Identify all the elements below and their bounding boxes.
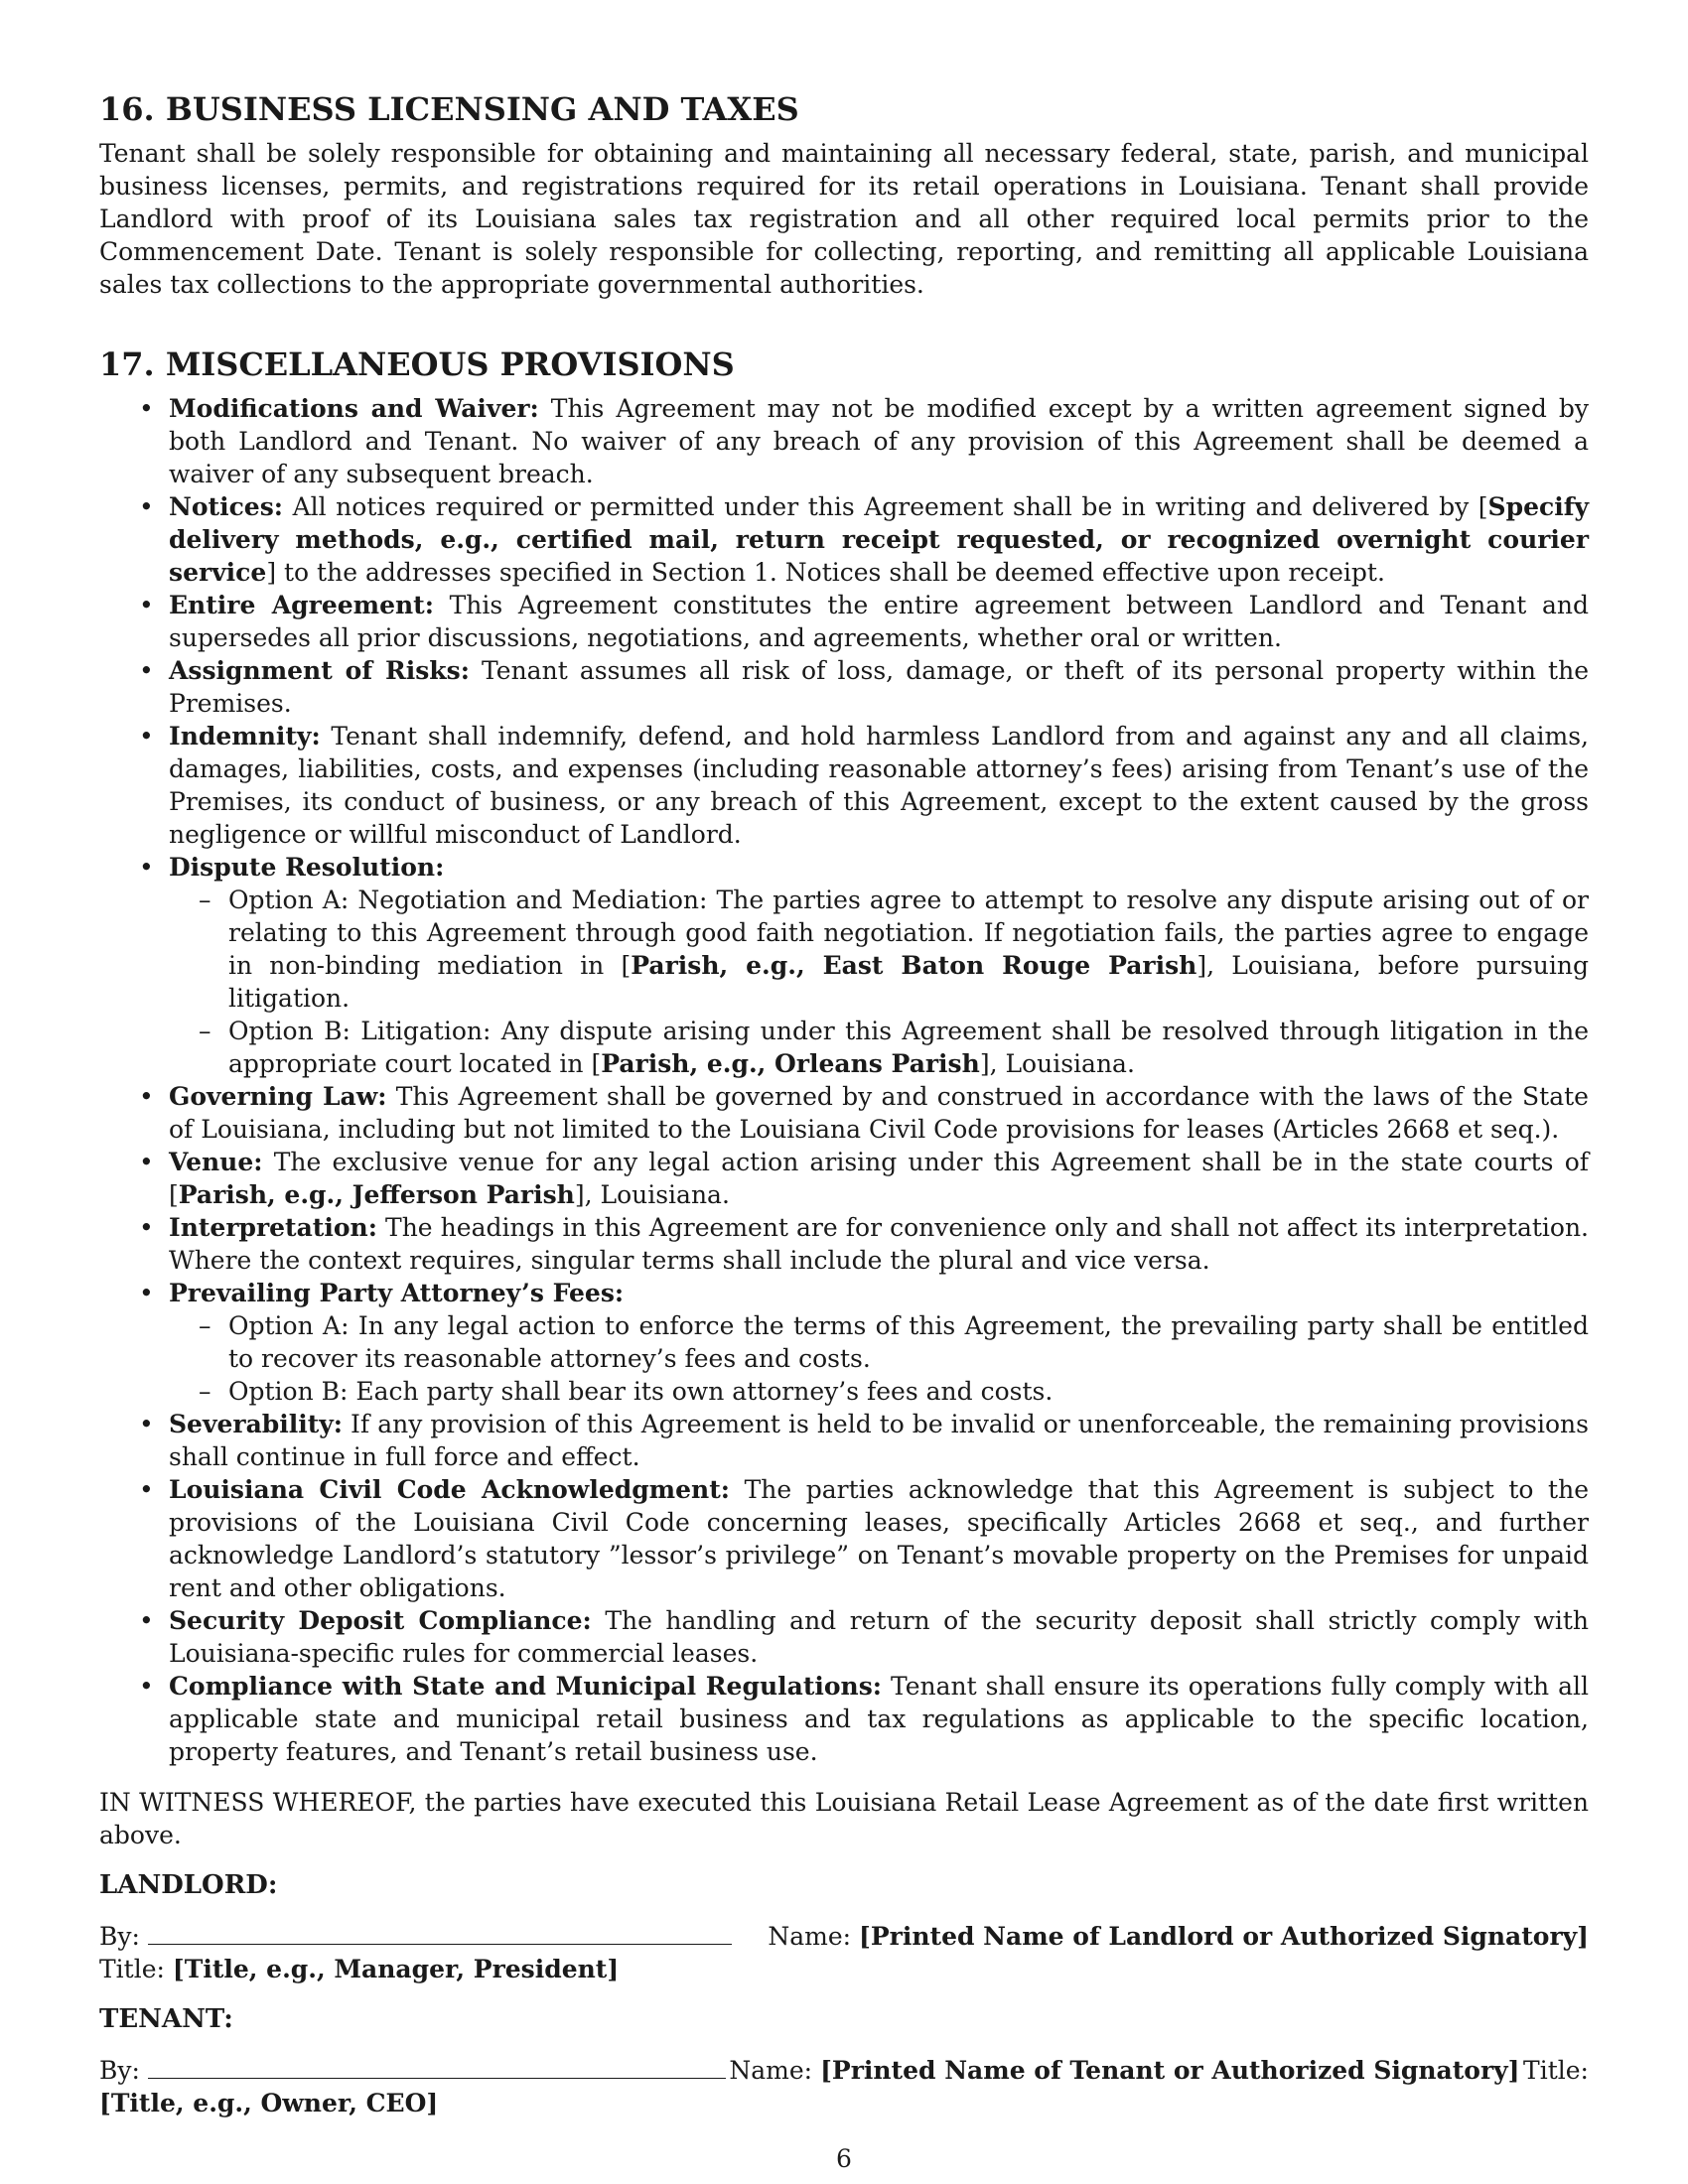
document-page: [99, 89, 1589, 2119]
placeholder-text: Parish, e.g., Jefferson Parish: [178, 1180, 575, 1209]
item-title: Compliance with State and Municipal Regulations:: [169, 1672, 883, 1701]
item-text: Tenant assumes all risk of loss, damage, or theft of its personal property within the Premises.: [169, 656, 1589, 718]
sub-item-option-a: [169, 884, 1589, 1015]
list-item-modifications: [99, 392, 1589, 490]
item-title: Governing Law:: [169, 1082, 387, 1111]
list-item-indemnity: [99, 720, 1589, 851]
item-title: Interpretation:: [169, 1213, 377, 1242]
item-text: Option B: Litigation: Any dispute arising under this Agreement shall be resolved through litigation in the appropriate court located in [: [228, 1017, 1589, 1078]
sub-item-option-b: [169, 1015, 1589, 1080]
section-16: [99, 89, 1589, 301]
list-item-severability: [99, 1408, 1589, 1473]
item-text: Tenant shall indemnify, defend, and hold harmless Landlord from and against any and all claims, damages, liabilities, costs, and expenses (including reasonable attorney’s fees) arising from Tenant’s use of the Premises, its conduct of business, or any breach of this Agreement, except to the extent caused by the gross negligence or willful misconduct of Landlord.: [169, 722, 1589, 849]
item-text: This Agreement constitutes the entire agreement between Landlord and Tenant and supersedes all prior discussions, negotiations, and agreements, whether oral or written.: [169, 591, 1589, 652]
fees-options-list: [169, 1309, 1589, 1408]
tenant-signature-line[interactable]: [148, 2054, 726, 2079]
item-text: The handling and return of the security deposit shall strictly comply with Louisiana-specific rules for commercial leases.: [169, 1606, 1589, 1668]
tenant-signature-block: [99, 2054, 1589, 2087]
landlord-by-group: [99, 1920, 732, 1953]
landlord-signature-line[interactable]: [148, 1920, 732, 1945]
list-item-assignment-of-risks: [99, 654, 1589, 720]
list-item-compliance: [99, 1670, 1589, 1768]
item-title: Louisiana Civil Code Acknowledgment:: [169, 1475, 730, 1504]
item-text: ], Louisiana.: [574, 1180, 730, 1209]
list-item-security-deposit: [99, 1604, 1589, 1670]
item-text: Tenant shall ensure its operations fully comply with all applicable state and municipal retail business and tax regulations as applicable to the specific location, property features, and Tenant’s retail business use.: [169, 1672, 1589, 1766]
item-title: Security Deposit Compliance:: [169, 1606, 592, 1635]
list-item-venue: [99, 1146, 1589, 1211]
item-text: All notices required or permitted under this Agreement shall be in writing and delivered by [: [283, 492, 1488, 521]
landlord-name-group: [768, 1920, 1589, 1953]
item-title: Severability:: [169, 1410, 344, 1438]
item-text: ], Louisiana, before pursuing litigation.: [228, 951, 1589, 1013]
by-label: By:: [99, 2056, 140, 2085]
landlord-title-value: [Title, e.g., Manager, President]: [172, 1955, 620, 1983]
placeholder-text: Parish, e.g., Orleans Parish: [601, 1049, 980, 1078]
landlord-heading: LANDLORD:: [99, 1870, 278, 1900]
item-title: Entire Agreement:: [169, 591, 434, 619]
name-label: Name:: [729, 2056, 813, 2085]
item-title: Modifications and Waiver:: [169, 394, 539, 423]
section-16-heading: 16. BUSINESS LICENSING AND TAXES: [99, 90, 799, 128]
item-text: ], Louisiana.: [979, 1049, 1135, 1078]
placeholder-text: Specify delivery methods, e.g., certified mail, return receipt requested, or recognized overnight courier service: [169, 492, 1589, 587]
name-label: Name:: [768, 1922, 852, 1951]
item-text: This Agreement shall be governed by and construed in accordance with the laws of the State of Louisiana, including but not limited to the Louisiana Civil Code provisions for leases (Articles 2668 et seq.).: [169, 1082, 1589, 1144]
item-text: The headings in this Agreement are for convenience only and shall not affect its interpretation. Where the context requires, singular terms shall include the plural and vice versa.: [169, 1213, 1589, 1275]
tenant-heading: TENANT:: [99, 2004, 233, 2034]
tenant-by-group: [99, 2054, 726, 2087]
item-text: This Agreement may not be modified except by a written agreement signed by both Landlord and Tenant. No waiver of any breach of any provision of this Agreement shall be deemed a waiver of any subsequent breach.: [169, 394, 1589, 488]
list-item-civil-code: [99, 1473, 1589, 1604]
section-17-heading: 17. MISCELLANEOUS PROVISIONS: [99, 345, 735, 383]
landlord-signature-block: [99, 1920, 1589, 1953]
placeholder-text: Parish, e.g., East Baton Rouge Parish: [631, 951, 1197, 980]
tenant-title-row: [99, 2087, 1589, 2119]
landlord-name-value: [Printed Name of Landlord or Authorized Signatory]: [859, 1922, 1589, 1951]
item-text: ] to the addresses specified in Section 1. Notices shall be deemed effective upon receipt.: [266, 558, 1385, 587]
item-title: Notices:: [169, 492, 284, 521]
section-17: [99, 344, 1589, 1768]
tenant-title-value: [Title, e.g., Owner, CEO]: [99, 2089, 439, 2117]
item-title: Dispute Resolution:: [169, 853, 445, 882]
section-16-body: Tenant shall be solely responsible for obtaining and maintaining all necessary federal, state, parish, and municipal business licenses, permits, and registrations required for its retail operations in Louisiana. Tenant shall provide Landlord with proof of its Louisiana sales tax registration and all other required local permits prior to the Commencement Date. Tenant is solely responsible for collecting, reporting, and remitting all applicable Louisiana sales tax collections to the appropriate governmental authorities.: [99, 139, 1589, 299]
list-item-attorneys-fees: [99, 1277, 1589, 1408]
list-item-interpretation: [99, 1211, 1589, 1277]
item-title: Prevailing Party Attorney’s Fees:: [169, 1279, 625, 1307]
list-item-notices: [99, 490, 1589, 589]
item-title: Assignment of Risks:: [169, 656, 470, 685]
item-text: The exclusive venue for any legal action arising under this Agreement shall be in the state courts of [: [169, 1148, 1589, 1209]
item-title: Indemnity:: [169, 722, 321, 751]
item-text: The parties acknowledge that this Agreement is subject to the provisions of the Louisiana Civil Code concerning leases, specifically Articles 2668 et seq., and further acknowledge Landlord’s statutory ”lessor’s privilege” on Tenant’s movable property on the Premises for unpaid rent and other obligations.: [169, 1475, 1589, 1602]
witness-clause: IN WITNESS WHEREOF, the parties have executed this Louisiana Retail Lease Agreement as of the date first written above.: [99, 1788, 1589, 1849]
landlord-title-row: [99, 1953, 1589, 1985]
provisions-list: [99, 392, 1589, 1768]
title-label: Title:: [1523, 2056, 1589, 2085]
item-title: Venue:: [169, 1148, 263, 1176]
sub-item-option-a: – Option A: In any legal action to enforce the terms of this Agreement, the prevailing party shall be entitled to recover its reasonable attorney’s fees and costs.: [169, 1309, 1589, 1375]
by-label: By:: [99, 1922, 140, 1951]
list-item-entire-agreement: [99, 589, 1589, 654]
title-label: Title:: [99, 1955, 165, 1983]
item-text: Option A: Negotiation and Mediation: The parties agree to attempt to resolve any dispute arising out of or relating to this Agreement through good faith negotiation. If negotiation fails, the parties agree to engage in non-binding mediation in [: [228, 886, 1589, 980]
sub-item-option-b: – Option B: Each party shall bear its own attorney’s fees and costs.: [169, 1375, 1589, 1408]
list-item-governing-law: [99, 1080, 1589, 1146]
dispute-options-list: [169, 884, 1589, 1080]
item-text: If any provision of this Agreement is held to be invalid or unenforceable, the remaining provisions shall continue in full force and effect.: [169, 1410, 1589, 1471]
tenant-name-group: [729, 2054, 1519, 2087]
list-item-dispute-resolution: [99, 851, 1589, 1080]
tenant-name-value: [Printed Name of Tenant or Authorized Signatory]: [820, 2056, 1520, 2085]
page-number: 6: [836, 2144, 852, 2173]
